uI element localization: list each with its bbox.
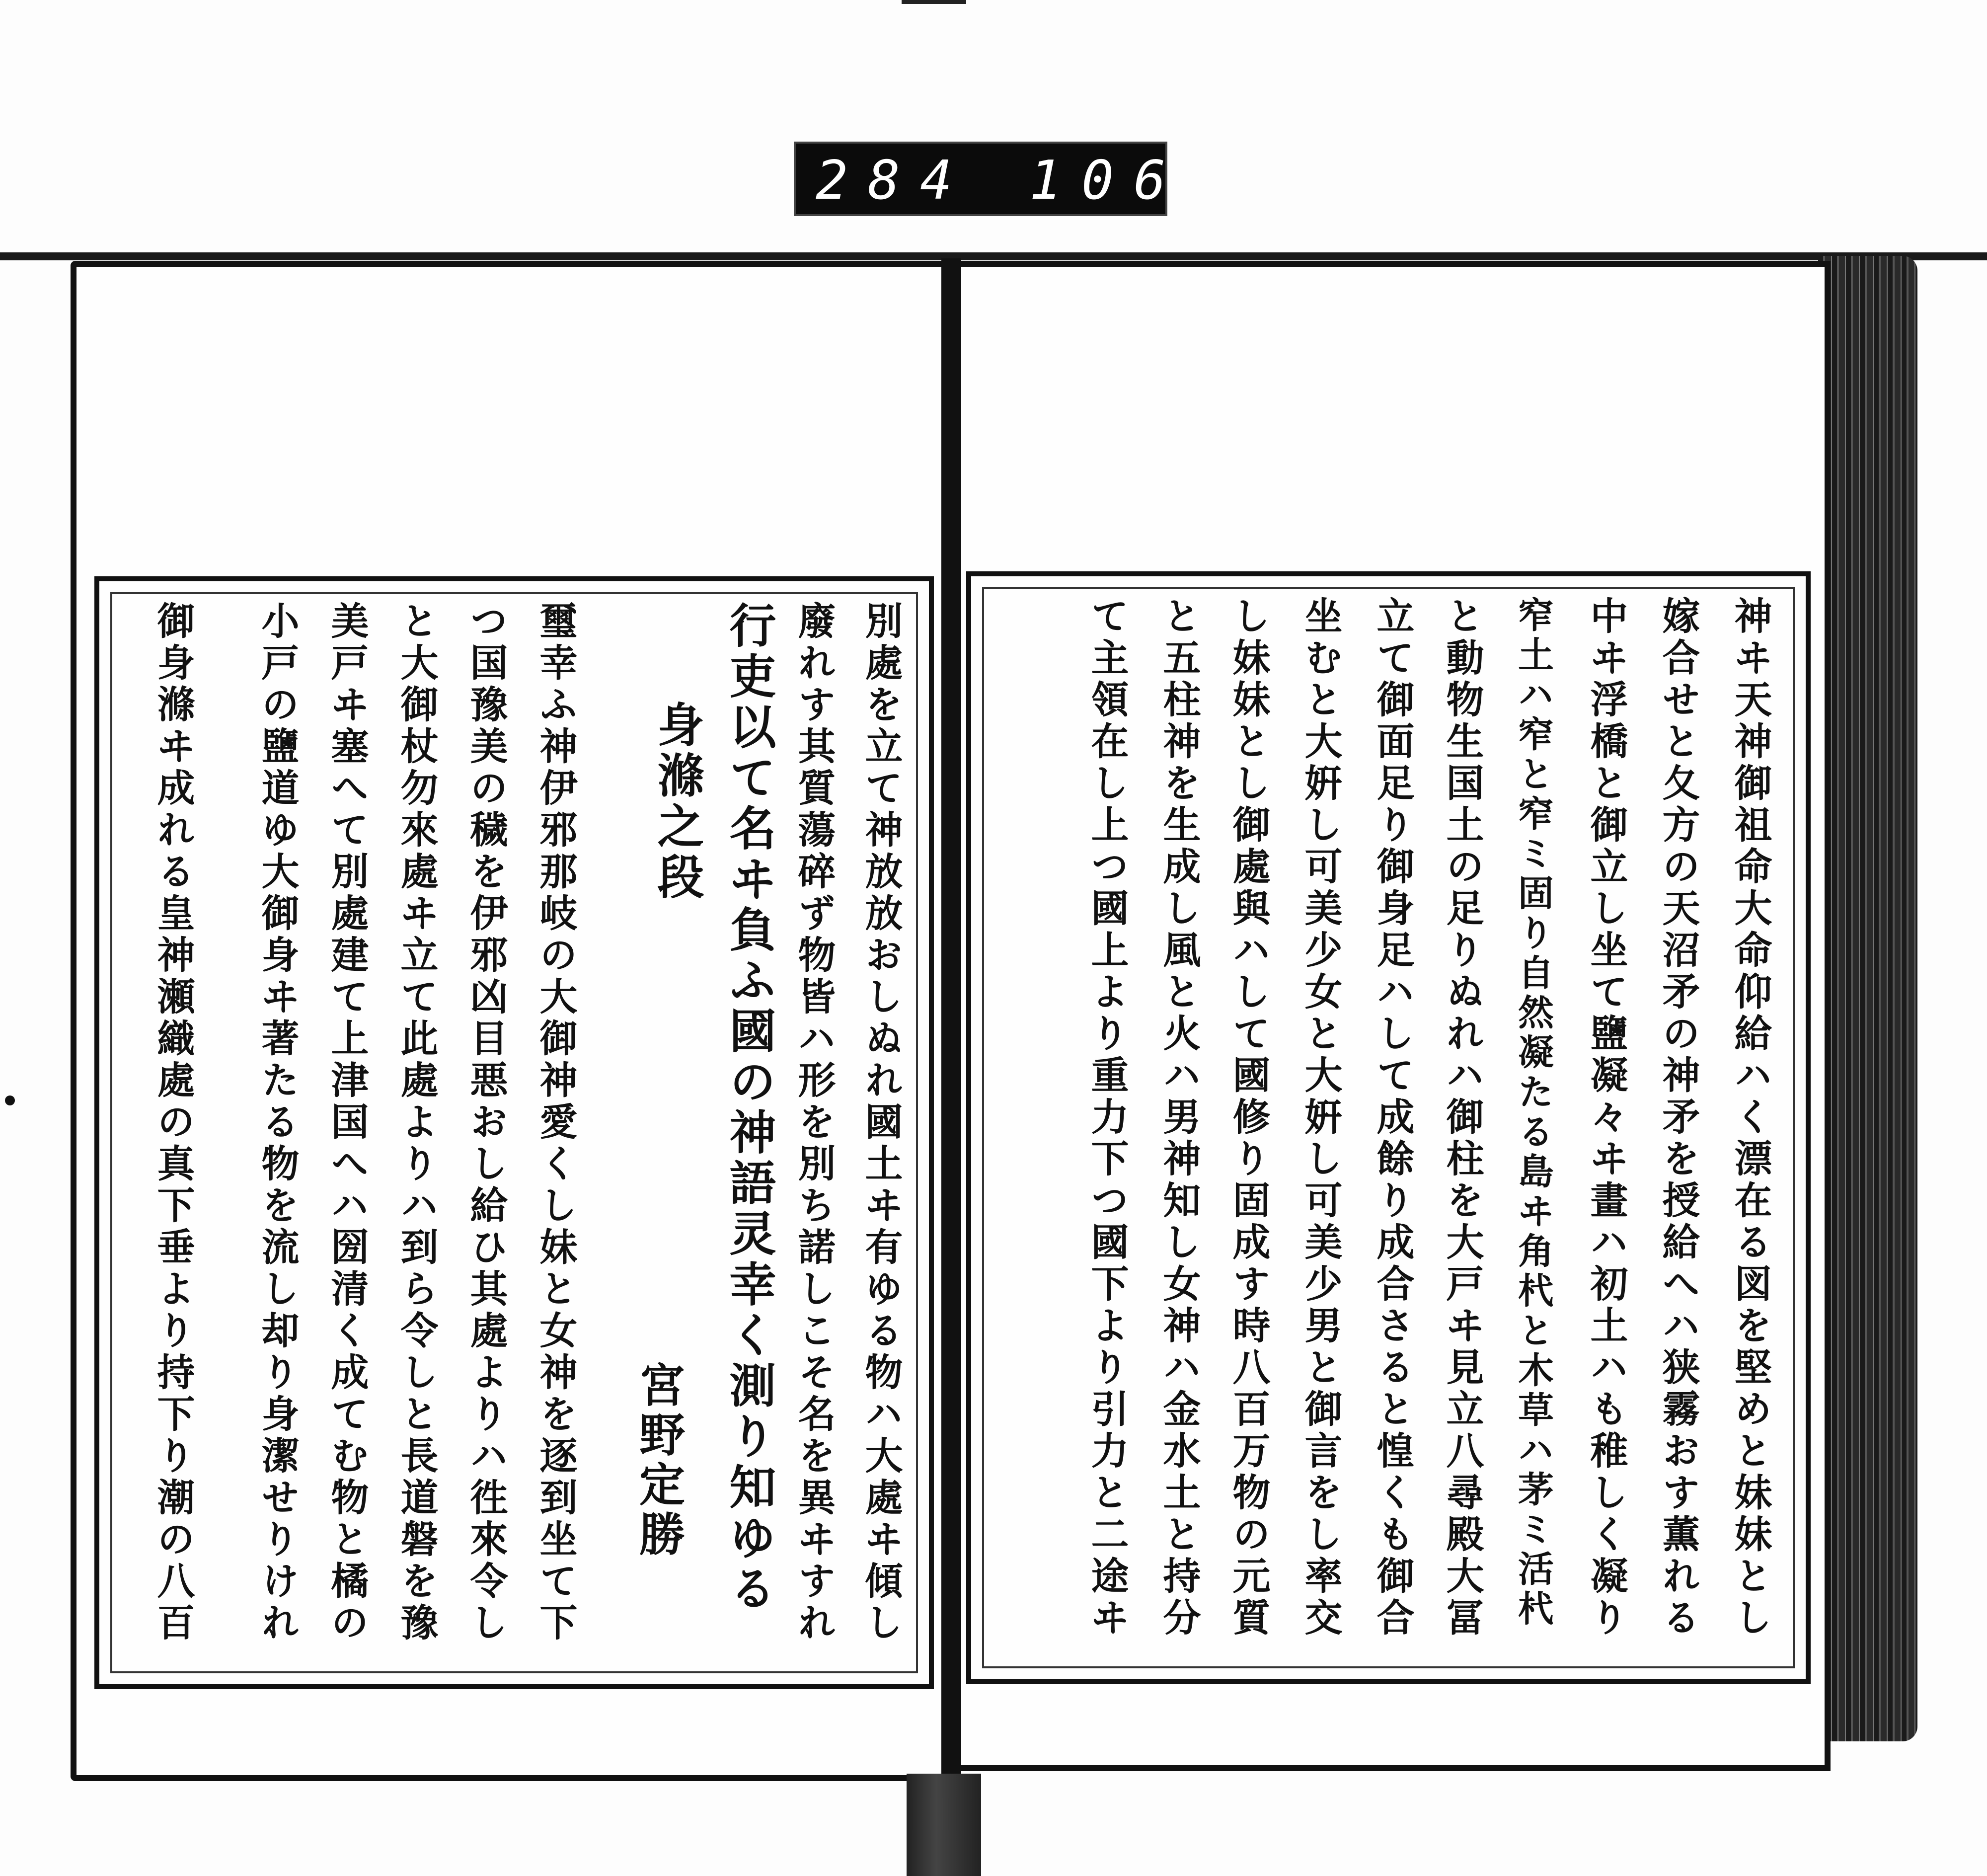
left-column-6: 璽幸ふ神伊邪那岐の大御神愛くし妹と女神を逐到坐て下 bbox=[534, 601, 578, 1644]
spine-bottom bbox=[907, 1774, 981, 1876]
stray-ink-mark bbox=[5, 1095, 15, 1105]
left-column-3: 行吏以て名ヰ負ふ國の神語灵幸く測り知ゆる bbox=[721, 601, 776, 1615]
left-column-1: 別處を立て神放放おしぬれ國土ヰ有ゆる物ハ大處ヰ傾し bbox=[859, 601, 903, 1644]
horizontal-rule bbox=[0, 252, 1987, 260]
left-column-7: つ国豫美の穢を伊邪凶目悪おし給ひ其處よりハ徃來令し bbox=[464, 601, 508, 1644]
left-text-frame bbox=[94, 576, 934, 1689]
right-column-5: と動物生国土の足りぬれハ御柱を大戸ヰ見立八尋殿大冨 bbox=[1440, 596, 1484, 1640]
left-column-8: と大御杖勿來處ヰ立て此處よりハ到ら令しと長道磐を豫 bbox=[394, 601, 439, 1644]
left-column-11: 御身滌ヰ成れる皇神瀬織處の真下垂より持下り潮の八百 bbox=[151, 601, 195, 1644]
author-signature: 宮野定勝 bbox=[632, 1361, 686, 1560]
right-column-7: 坐むと大姸し可美少女と大姸し可美少男と御言をし率交 bbox=[1299, 596, 1343, 1640]
left-column-10: 小戸の鹽道ゆ大御身ヰ著たる物を流し却り身潔せりけれ bbox=[255, 601, 300, 1644]
right-column-6: 立て御面足り御身足ハして成餘り成合さると惶くも御合 bbox=[1371, 596, 1415, 1640]
spine-top-stub bbox=[902, 0, 966, 4]
page-stack-edge bbox=[1818, 256, 1917, 1741]
book-spine bbox=[941, 258, 961, 1798]
section-heading: 身滌之段 bbox=[649, 701, 704, 903]
catalog-label bbox=[794, 142, 1186, 216]
right-column-4: 窄土ハ窄と窄ミ固り自然凝たる島ヰ角杙と木草ハ茅ミ活杙 bbox=[1512, 596, 1554, 1630]
left-column-9: 美戸ヰ塞へて別處建て上津国へハ圀清く成てむ物と橘の bbox=[325, 601, 369, 1644]
catalog-number-left: 284 bbox=[816, 150, 973, 212]
right-column-10: て主領在し上つ國上より重力下つ國下より引力と二途ヰ bbox=[1085, 596, 1129, 1640]
right-column-3: 中ヰ浮橋と御立し坐て鹽凝々ヰ畫ハ初土ハも稚しく凝り bbox=[1584, 596, 1628, 1640]
right-column-2: 嫁合せと夂方の天沼矛の神矛を授給へハ狭霧おす薫れる bbox=[1656, 596, 1700, 1640]
right-column-1: 神ヰ天神御祖命大命仰給ハく漂在る図を堅めと妹妹とし bbox=[1728, 596, 1772, 1640]
right-text-frame bbox=[966, 571, 1811, 1684]
catalog-number-right: 106 bbox=[1029, 150, 1186, 212]
right-column-9: と五柱神を生成し風と火ハ男神知し女神ハ金水土と持分 bbox=[1157, 596, 1201, 1640]
left-column-2: 廢れす其質蕩碎ず物皆ハ形を別ち諾しこそ名を異ヰすれ bbox=[792, 601, 836, 1644]
right-column-8: し妹妹とし御處與ハして國修り固成す時八百万物の元質 bbox=[1226, 596, 1271, 1640]
